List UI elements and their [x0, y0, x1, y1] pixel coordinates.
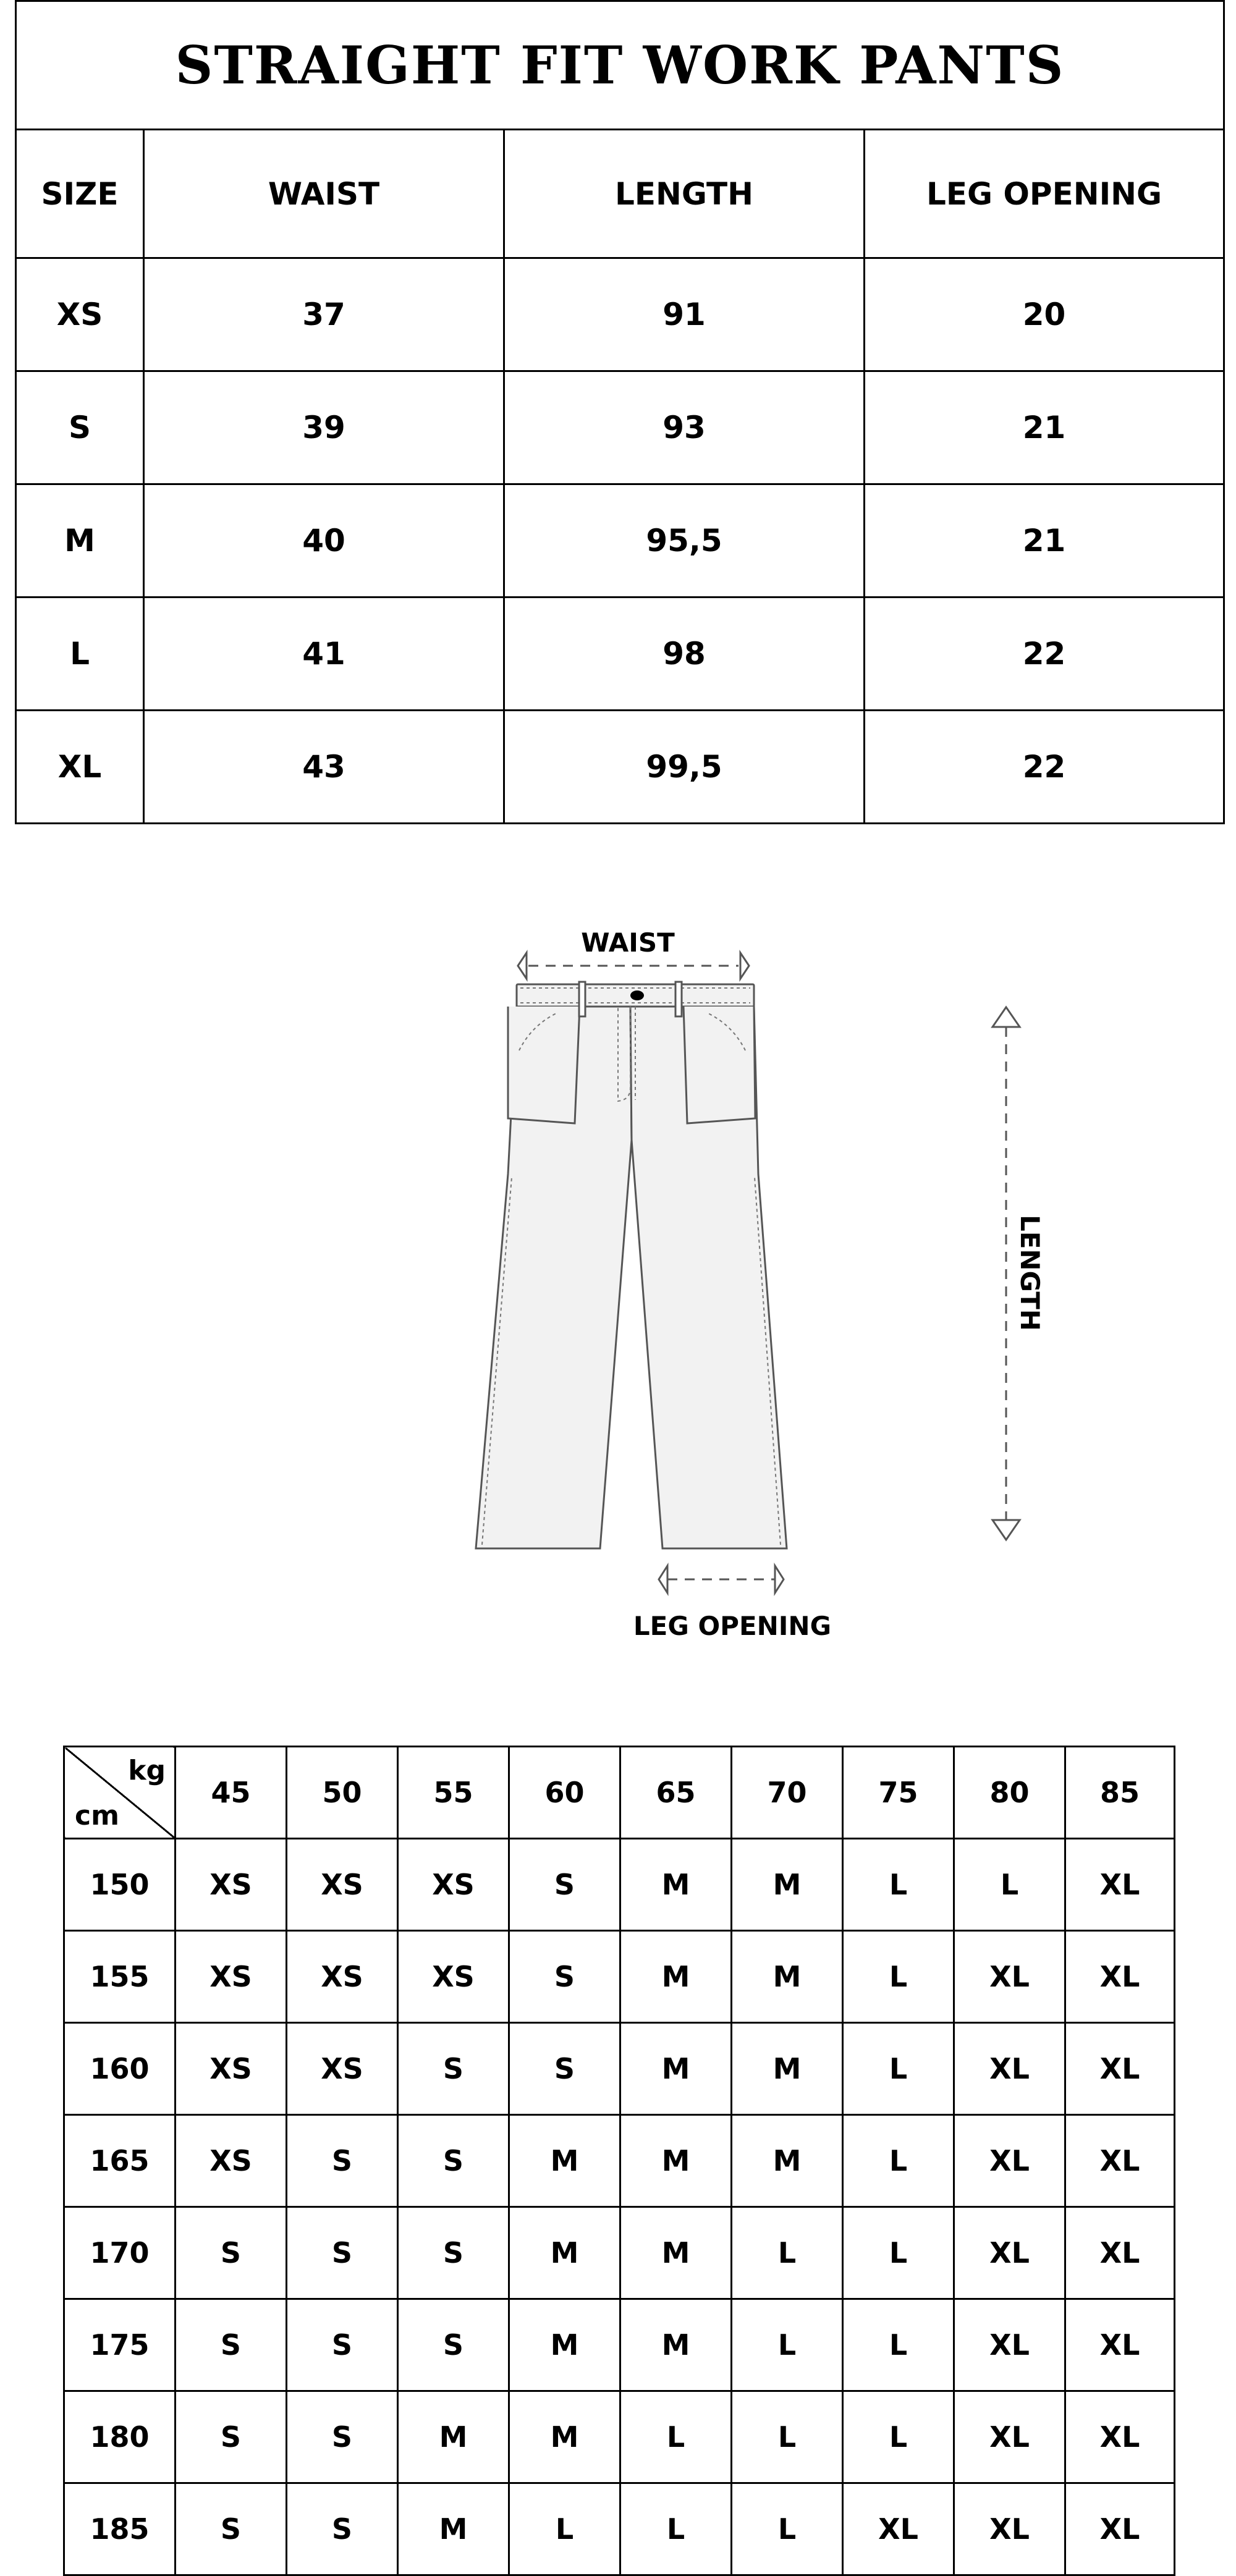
table-row: [64, 2023, 1175, 2115]
size-recommendation-cell: XL: [954, 2391, 1065, 2483]
waist-cell: 40: [144, 484, 504, 598]
size-recommendation-cell: S: [509, 2023, 620, 2115]
table-row: [64, 2299, 1175, 2391]
waist-cell: 41: [144, 598, 504, 711]
size-recommendation-cell: M: [620, 2115, 732, 2207]
size-recommendation-cell: S: [287, 2299, 398, 2391]
right-pocket: [684, 1007, 755, 1123]
size-recommendation-cell: L: [843, 2391, 954, 2483]
kg-label: kg: [128, 1755, 166, 1786]
weight-header: 50: [287, 1747, 398, 1839]
size-recommendation-cell: XS: [176, 1931, 287, 2023]
size-recommendation-cell: L: [732, 2391, 843, 2483]
weight-header: 75: [843, 1747, 954, 1839]
size-recommendation-cell: XL: [954, 2115, 1065, 2207]
size-recommendation-cell: S: [398, 2299, 509, 2391]
size-recommendation-cell: L: [509, 2483, 620, 2575]
size-recommendation-cell: L: [732, 2207, 843, 2299]
header-waist: WAIST: [144, 130, 504, 258]
size-recommendation-cell: M: [620, 2207, 732, 2299]
table-row: [64, 2207, 1175, 2299]
size-recommendation-cell: XL: [954, 1931, 1065, 2023]
size-recommendation-cell: M: [620, 1839, 732, 1931]
leg-opening-cell: 22: [865, 598, 1224, 711]
size-cell: XS: [16, 258, 144, 371]
table-row: [16, 258, 1224, 371]
size-recommendation-cell: S: [176, 2483, 287, 2575]
size-recommendation-cell: M: [620, 2023, 732, 2115]
size-recommendation-cell: M: [398, 2391, 509, 2483]
size-recommendation-cell: XL: [954, 2483, 1065, 2575]
size-recommendation-cell: S: [509, 1839, 620, 1931]
corner-cell: [64, 1747, 176, 1839]
size-recommendation-cell: M: [620, 1931, 732, 2023]
size-recommendation-cell: S: [287, 2115, 398, 2207]
size-recommendation-cell: S: [176, 2299, 287, 2391]
size-recommendation-cell: L: [843, 1931, 954, 2023]
size-recommendation-cell: L: [843, 2023, 954, 2115]
waist-label: WAIST: [581, 927, 675, 958]
size-recommendation-cell: S: [398, 2207, 509, 2299]
size-recommendation-cell: S: [287, 2207, 398, 2299]
button-icon: [630, 990, 644, 1000]
pants-illustration: [476, 984, 787, 1548]
size-recommendation-cell: XL: [1065, 2207, 1175, 2299]
size-cell: M: [16, 484, 144, 598]
height-cell: 185: [64, 2483, 176, 2575]
size-recommendation-cell: L: [620, 2391, 732, 2483]
length-cell: 99,5: [504, 711, 865, 824]
header-leg-opening: LEG OPENING: [865, 130, 1224, 258]
size-recommendation-cell: L: [843, 2115, 954, 2207]
leg-opening-cell: 20: [865, 258, 1224, 371]
size-recommendation-cell: M: [732, 1839, 843, 1931]
size-recommendation-cell: XS: [287, 1839, 398, 1931]
size-recommendation-cell: XL: [1065, 2115, 1175, 2207]
leg-opening-cell: 21: [865, 484, 1224, 598]
page-title: STRAIGHT FIT WORK PANTS: [16, 1, 1224, 130]
size-recommendation-cell: L: [843, 2299, 954, 2391]
length-cell: 91: [504, 258, 865, 371]
size-recommendation-cell: XS: [176, 2023, 287, 2115]
table-row: [64, 1839, 1175, 1931]
size-recommendation-cell: S: [287, 2483, 398, 2575]
size-recommendation-cell: S: [176, 2207, 287, 2299]
size-recommendation-cell: XS: [287, 1931, 398, 2023]
size-recommendation-cell: L: [843, 2207, 954, 2299]
size-recommendation-cell: XL: [843, 2483, 954, 2575]
size-recommendation-cell: XL: [954, 2299, 1065, 2391]
size-chart-table: [15, 0, 1225, 824]
size-recommendation-cell: L: [620, 2483, 732, 2575]
height-cell: 165: [64, 2115, 176, 2207]
weight-header-row: [64, 1747, 1175, 1839]
leg-opening-arrow: [659, 1566, 784, 1593]
size-recommendation-cell: L: [843, 1839, 954, 1931]
size-recommendation-cell: M: [509, 2391, 620, 2483]
length-cell: 95,5: [504, 484, 865, 598]
cm-label: cm: [75, 1800, 119, 1831]
size-cell: XL: [16, 711, 144, 824]
size-recommendation-cell: S: [287, 2391, 398, 2483]
size-recommendation-cell: XL: [1065, 2391, 1175, 2483]
length-cell: 93: [504, 371, 865, 484]
header-size: SIZE: [16, 130, 144, 258]
table-row: [16, 711, 1224, 824]
size-recommendation-cell: M: [732, 2023, 843, 2115]
header-length: LENGTH: [504, 130, 865, 258]
size-recommendation-cell: XS: [398, 1931, 509, 2023]
weight-header: 80: [954, 1747, 1065, 1839]
pants-measurement-diagram: [0, 865, 1236, 1668]
height-cell: 175: [64, 2299, 176, 2391]
weight-header: 60: [509, 1747, 620, 1839]
table-row: [64, 2391, 1175, 2483]
size-recommendation-cell: M: [398, 2483, 509, 2575]
left-pocket: [508, 1007, 580, 1123]
height-cell: 180: [64, 2391, 176, 2483]
size-recommendation-cell: S: [398, 2023, 509, 2115]
size-recommendation-cell: S: [398, 2115, 509, 2207]
size-recommendation-cell: XS: [398, 1839, 509, 1931]
height-cell: 170: [64, 2207, 176, 2299]
size-recommendation-cell: M: [620, 2299, 732, 2391]
waist-cell: 37: [144, 258, 504, 371]
height-cell: 160: [64, 2023, 176, 2115]
size-recommendation-cell: S: [509, 1931, 620, 2023]
height-cell: 150: [64, 1839, 176, 1931]
length-label: LENGTH: [1015, 1214, 1045, 1332]
size-recommendation-cell: XL: [954, 2023, 1065, 2115]
table-row: [64, 2115, 1175, 2207]
length-cell: 98: [504, 598, 865, 711]
size-recommendation-cell: XL: [1065, 2299, 1175, 2391]
size-recommendation-cell: XS: [176, 1839, 287, 1931]
size-recommendation-cell: S: [176, 2391, 287, 2483]
leg-opening-label: LEG OPENING: [633, 1611, 832, 1641]
weight-header: 45: [176, 1747, 287, 1839]
size-recommendation-cell: L: [732, 2483, 843, 2575]
weight-header: 55: [398, 1747, 509, 1839]
size-cell: L: [16, 598, 144, 711]
waist-cell: 39: [144, 371, 504, 484]
size-recommendation-cell: M: [509, 2115, 620, 2207]
weight-header: 70: [732, 1747, 843, 1839]
size-table-header-row: [16, 130, 1224, 258]
leg-opening-cell: 21: [865, 371, 1224, 484]
size-recommendation-cell: XS: [287, 2023, 398, 2115]
size-recommendation-cell: XL: [1065, 2483, 1175, 2575]
leg-opening-cell: 22: [865, 711, 1224, 824]
size-recommendation-cell: XL: [1065, 1931, 1175, 2023]
size-recommendation-cell: XL: [1065, 1839, 1175, 1931]
waist-cell: 43: [144, 711, 504, 824]
table-row: [16, 371, 1224, 484]
table-row: [16, 484, 1224, 598]
table-row: [64, 1931, 1175, 2023]
size-recommendation-cell: XL: [1065, 2023, 1175, 2115]
size-recommendation-cell: M: [732, 1931, 843, 2023]
size-recommendation-cell: M: [509, 2299, 620, 2391]
size-recommendation-cell: XS: [176, 2115, 287, 2207]
size-cell: S: [16, 371, 144, 484]
weight-header: 65: [620, 1747, 732, 1839]
height-cell: 155: [64, 1931, 176, 2023]
table-row: [64, 2483, 1175, 2575]
weight-header: 85: [1065, 1747, 1175, 1839]
size-recommendation-cell: XL: [954, 2207, 1065, 2299]
size-recommendation-cell: L: [732, 2299, 843, 2391]
size-recommendation-cell: M: [732, 2115, 843, 2207]
fit-guide-table: [63, 1746, 1175, 2576]
table-row: [16, 598, 1224, 711]
size-recommendation-cell: L: [954, 1839, 1065, 1931]
size-recommendation-cell: M: [509, 2207, 620, 2299]
